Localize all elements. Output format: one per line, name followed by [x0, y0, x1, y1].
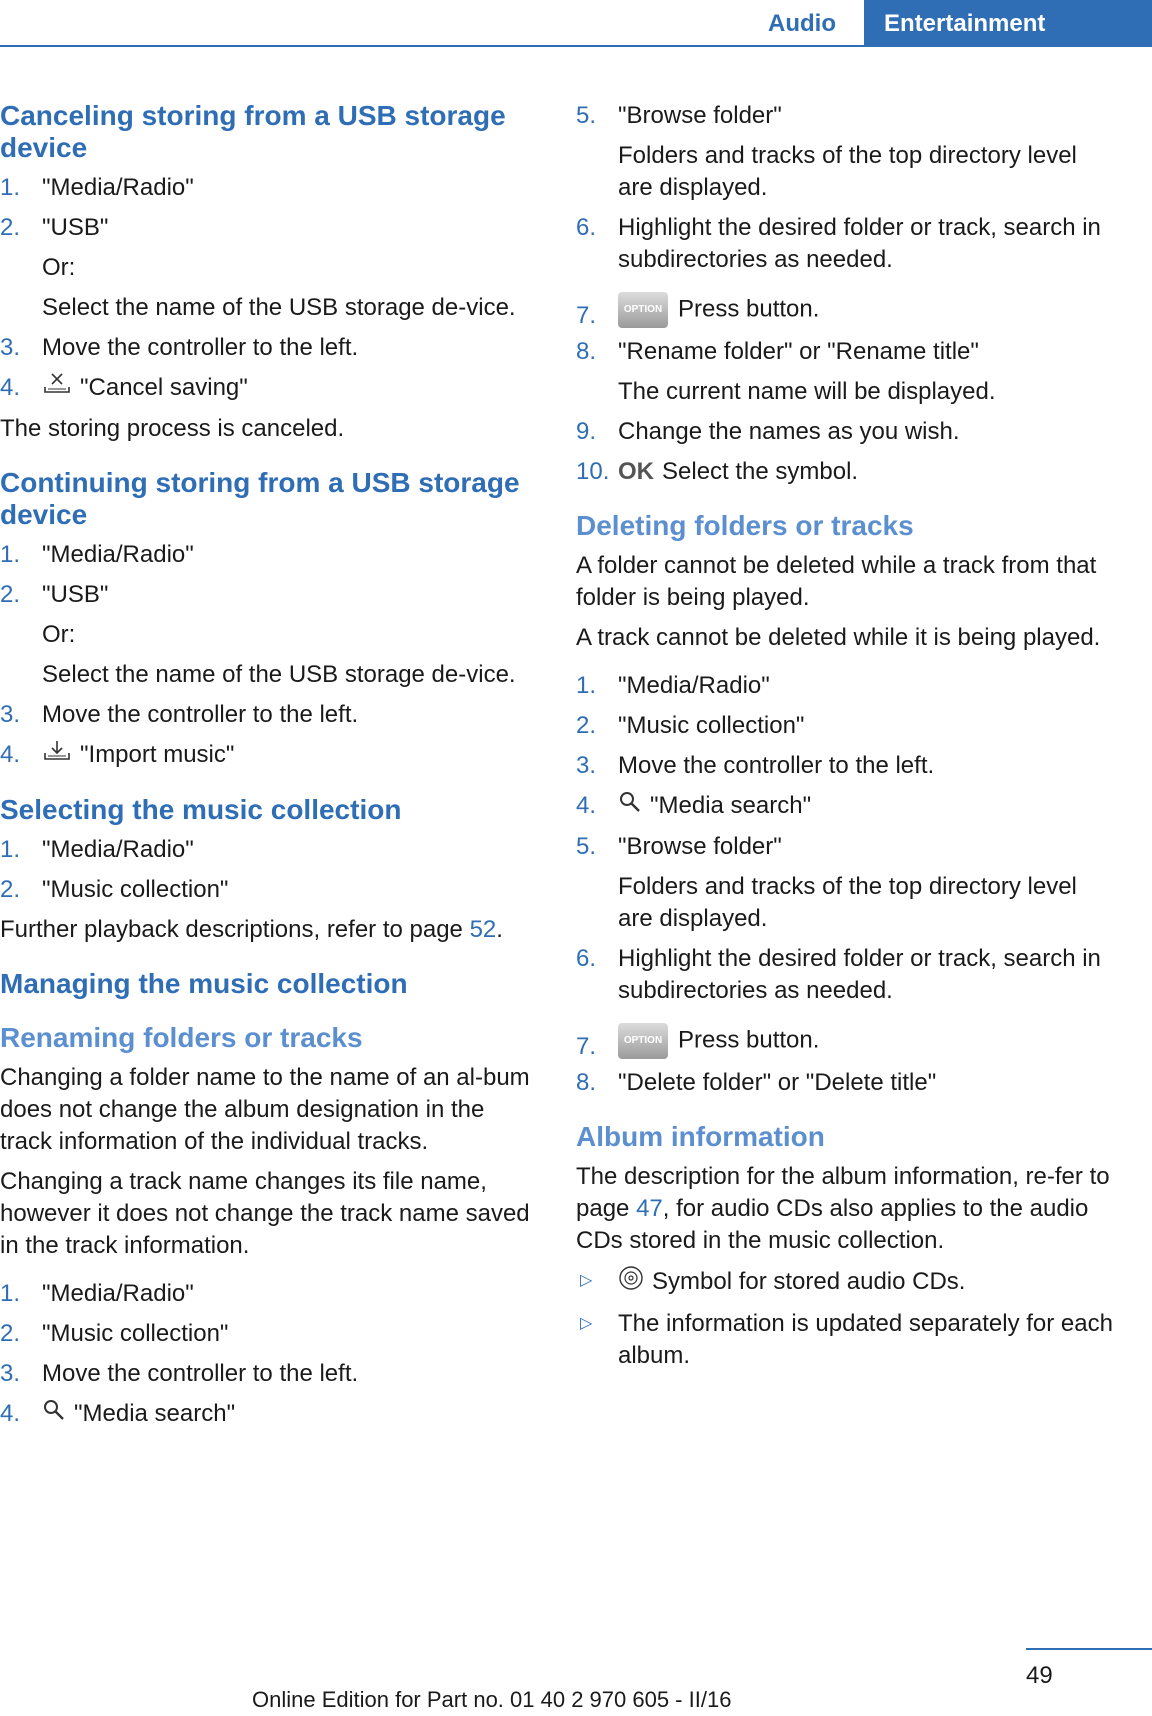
list-item	[576, 1067, 1116, 1099]
list-item	[576, 670, 1116, 702]
list-text: "Media/Radio"	[42, 1280, 194, 1308]
list-number: 3.	[0, 701, 21, 729]
list-number: 7.	[576, 1033, 597, 1061]
bullet-item	[576, 1265, 1116, 1300]
list-text: Press button.	[678, 1026, 820, 1054]
list-item	[576, 100, 1116, 132]
list-number: 3.	[0, 1360, 21, 1388]
list-item	[0, 212, 535, 244]
list-number: 6.	[576, 214, 597, 241]
list-number: 4.	[0, 374, 21, 401]
list-number: 8.	[576, 338, 597, 365]
list-item	[0, 332, 535, 364]
list-item	[576, 831, 1116, 863]
list-subtext: Folders and tracks of the top directory level are displayed.	[618, 142, 1077, 201]
paragraph-text: , for audio CDs also applies to the audio CDs stored in the music collection.	[576, 1195, 1089, 1255]
paragraph: Further playback descriptions, refer to page 52.	[0, 916, 503, 944]
right-column	[576, 100, 1116, 1372]
list-item	[0, 372, 535, 405]
list-item	[576, 943, 1116, 1007]
list-item	[0, 874, 535, 906]
list-text: "USB"	[42, 214, 109, 241]
list-text: Highlight the desired folder or track, search in subdirectories as needed.	[618, 214, 1101, 273]
option-button-icon: OPTION	[618, 292, 668, 328]
list-text: Highlight the desired folder or track, search in subdirectories as needed.	[618, 945, 1101, 1005]
left-column	[0, 100, 535, 1431]
list-text: Select the symbol.	[662, 458, 859, 485]
page-number: 49	[1026, 1662, 1053, 1689]
list-text: Symbol for stored audio CDs.	[652, 1268, 966, 1295]
list-subtext: Or:	[42, 254, 76, 281]
list-text: "Cancel saving"	[80, 374, 248, 401]
list-number: 6.	[576, 945, 597, 973]
option-button-icon: OPTION	[618, 1023, 668, 1059]
list-item	[576, 750, 1116, 782]
list-item	[576, 456, 1116, 488]
list-subtext: Folders and tracks of the top directory level are displayed.	[618, 873, 1077, 933]
list-item	[0, 699, 535, 731]
page-link[interactable]: 52	[469, 916, 497, 944]
list-text: "Import music"	[80, 741, 235, 769]
list-item	[0, 834, 535, 866]
audio-cd-icon	[618, 1265, 644, 1300]
bullet-item	[576, 1308, 1116, 1372]
list-item	[0, 1398, 535, 1431]
list-text: "Rename folder" or "Rename title"	[618, 338, 979, 365]
list-text: Move the controller to the left.	[42, 1360, 359, 1388]
page-link[interactable]: 47	[636, 1195, 663, 1223]
list-text: Move the controller to the left.	[42, 701, 359, 729]
list-item	[0, 1358, 535, 1390]
list-text: "Media search"	[74, 1400, 236, 1428]
list-item	[0, 1318, 535, 1350]
footer-edition: Online Edition for Part no. 01 40 2 970 605 - II/16	[252, 1687, 732, 1712]
bullet-icon: ▷	[580, 1272, 593, 1290]
paragraph	[576, 1161, 1116, 1257]
list-number: 1.	[0, 174, 21, 201]
list-number: 4.	[0, 1400, 21, 1428]
list-text: "Media/Radio"	[42, 836, 194, 864]
list-number: 4.	[0, 741, 21, 769]
list-item	[576, 790, 1116, 823]
list-text: "Media search"	[650, 792, 812, 819]
list-text: "Media/Radio"	[618, 672, 770, 699]
paragraph: A track cannot be deleted while it is being played.	[576, 624, 1101, 651]
paragraph: The storing process is canceled.	[0, 415, 345, 443]
subsection-title: Album information	[576, 1121, 825, 1153]
section-title: Selecting the music collection	[0, 794, 402, 826]
list-number: 1.	[0, 1280, 21, 1308]
list-number: 2.	[0, 214, 21, 241]
list-subtext: Select the name of the USB storage de‐vice.	[42, 661, 516, 689]
footer-rule	[1026, 1648, 1152, 1650]
paragraph-text: The description for the album information, re‐fer to page	[576, 1163, 1110, 1223]
list-text: "Music collection"	[42, 876, 229, 904]
list-item	[0, 739, 535, 772]
section-title: Canceling storing from a USB storage device	[0, 100, 506, 163]
section-title: Continuing storing from a USB storage device	[0, 467, 520, 531]
list-subtext: The current name will be displayed.	[618, 378, 996, 405]
subsection-title: Deleting folders or tracks	[576, 510, 914, 541]
list-number: 5.	[576, 102, 597, 129]
list-text: "Delete folder" or "Delete title"	[618, 1069, 937, 1097]
list-item	[576, 416, 1116, 448]
paragraph: A folder cannot be deleted while a track from that folder is being played.	[576, 552, 1097, 611]
list-number: 1.	[576, 672, 597, 699]
list-number: 2.	[0, 581, 21, 609]
list-text: "Music collection"	[42, 1320, 229, 1348]
list-number: 5.	[576, 833, 597, 861]
list-number: 8.	[576, 1069, 597, 1097]
ok-symbol: OK	[618, 458, 654, 485]
list-item	[0, 1278, 535, 1310]
list-item	[576, 212, 1116, 276]
list-text: Change the names as you wish.	[618, 418, 960, 445]
list-subtext: Select the name of the USB storage de‐vice.	[42, 294, 516, 321]
list-text: The information is updated separately for each album.	[618, 1310, 1113, 1370]
list-text: "Music collection"	[618, 712, 805, 739]
search-icon	[42, 1398, 66, 1431]
list-text: Move the controller to the left.	[42, 334, 359, 361]
list-number: 10.	[576, 458, 610, 485]
subsection-title: Renaming folders or tracks	[0, 1022, 363, 1054]
list-text: "Media/Radio"	[42, 174, 194, 201]
paragraph: Changing a track name changes its file name, however it does not change the track name saved in the track information.	[0, 1168, 530, 1260]
list-number: 1.	[0, 541, 21, 569]
list-item	[0, 172, 535, 204]
list-text: "Media/Radio"	[42, 541, 194, 569]
list-number: 2.	[0, 876, 21, 904]
list-number: 2.	[0, 1320, 21, 1348]
list-item	[576, 710, 1116, 742]
import-music-icon	[42, 739, 72, 772]
list-number: 3.	[0, 334, 21, 361]
tab-entertainment-label: Entertainment	[884, 10, 1046, 37]
list-item	[576, 292, 1116, 328]
bullet-icon: ▷	[580, 1315, 593, 1333]
list-item	[0, 579, 535, 611]
list-text: Move the controller to the left.	[618, 752, 935, 779]
paragraph: Changing a folder name to the name of an al‐bum does not change the album designation in the track information of the individual tracks.	[0, 1064, 530, 1156]
list-text: "Browse folder"	[618, 833, 782, 861]
list-item	[0, 539, 535, 571]
list-subtext: Or:	[42, 621, 76, 649]
list-number: 2.	[576, 712, 597, 739]
list-text: "Browse folder"	[618, 102, 782, 129]
cancel-saving-icon	[42, 372, 72, 405]
list-item	[576, 1023, 1116, 1059]
list-number: 7.	[576, 302, 597, 329]
list-item	[576, 336, 1116, 368]
list-text: Press button.	[678, 295, 820, 323]
list-number: 4.	[576, 792, 597, 819]
tab-entertainment[interactable]	[864, 0, 1152, 47]
list-number: 1.	[0, 836, 21, 864]
tab-audio[interactable]: Audio	[768, 10, 836, 37]
paragraph-text: Further playback descriptions, refer to page	[0, 916, 463, 944]
list-number: 9.	[576, 418, 597, 445]
list-number: 3.	[576, 752, 597, 779]
list-text: "USB"	[42, 581, 109, 609]
search-icon	[618, 790, 642, 823]
section-title: Managing the music collection	[0, 968, 408, 1000]
